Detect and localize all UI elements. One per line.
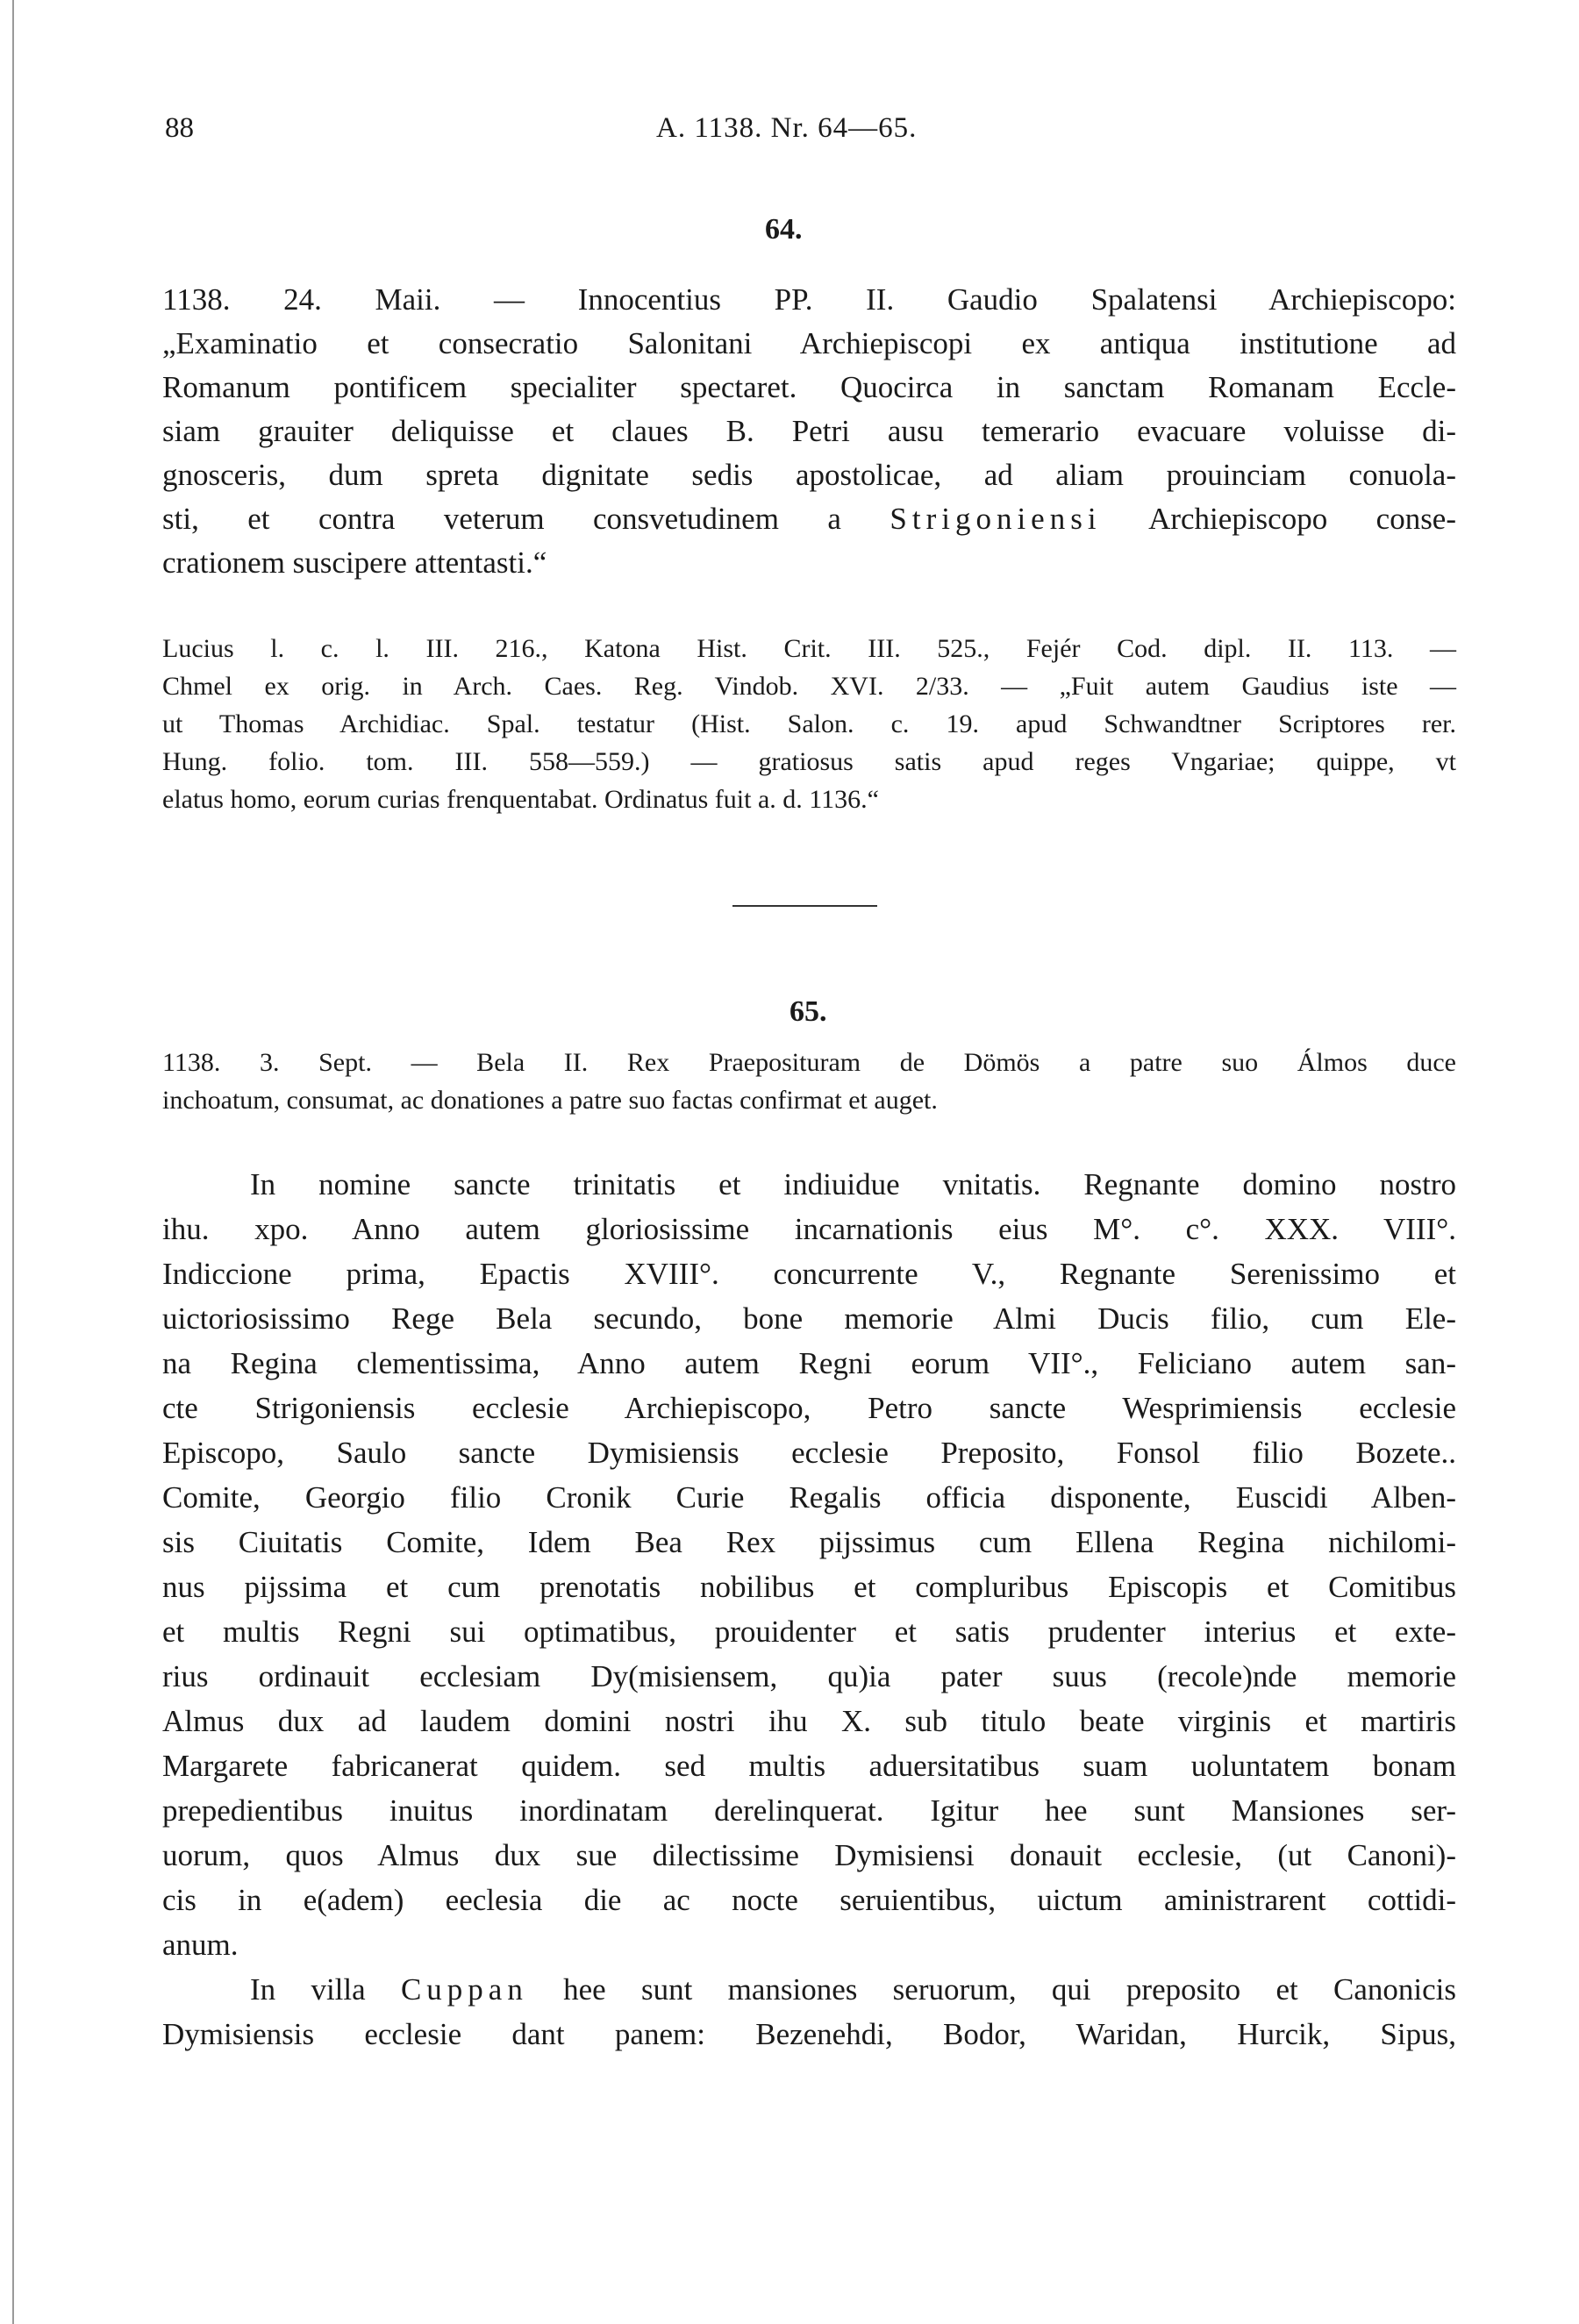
- charter-line: Indiccione prima, Epactis XVIII°. concurrente V., Regnante Serenissimo et: [162, 1257, 1456, 1291]
- charter-fragment: hee sunt mansiones seruorum, qui preposito et Canonicis: [563, 1972, 1457, 2007]
- doc-65-charter-text: [162, 1162, 1456, 2057]
- summary-line: „Examinatio et consecratio Salonitani Archiepiscopi ex antiqua institutione ad: [162, 326, 1456, 360]
- charter-line: Episcopo, Saulo sancte Dymisiensis ecclesie Preposito, Fonsol filio Bozete..: [162, 1436, 1456, 1470]
- note-line: Chmel ex orig. in Arch. Caes. Reg. Vindob. XVI. 2/33. — „Fuit autem Gaudius iste —: [162, 672, 1456, 701]
- summary-line: 1138. 24. Maii. — Innocentius PP. II. Gaudio Spalatensi Archiepiscopo:: [162, 282, 1456, 317]
- charter-line: et multis Regni sui optimatibus, prouidenter et satis prudenter interius et exte-: [162, 1615, 1456, 1649]
- charter-line: [162, 1967, 1456, 2012]
- charter-line: Margarete fabricanerat quidem. sed multis aduersitatibus suam uoluntatem bonam: [162, 1749, 1456, 1783]
- note-line: ut Thomas Archidiac. Spal. testatur (Hist. Salon. c. 19. apud Schwandtner Scriptores rer.: [162, 709, 1456, 738]
- charter-line: Almus dux ad laudem domini nostri ihu X. sub titulo beate virginis et martiris: [162, 1704, 1456, 1738]
- charter-line: Dymisiensis ecclesie dant panem: Bezenehdi, Bodor, Waridan, Hurcik, Sipus,: [162, 2017, 1456, 2051]
- doc-65-summary: [162, 1044, 1456, 1119]
- doc-64-notes: [162, 630, 1456, 818]
- charter-line: rius ordinauit ecclesiam Dy(misiensem, qu)ia pater suus (recole)nde memorie: [162, 1659, 1456, 1693]
- charter-line: anum.: [162, 1928, 239, 1962]
- charter-line: nus pijssima et cum prenotatis nobilibus et compluribus Episcopis et Comitibus: [162, 1570, 1456, 1604]
- spaced-name: Strigoniensi: [890, 502, 1102, 536]
- summary-line: Romanum pontificem specialiter spectaret. Quocirca in sanctam Romanam Eccle-: [162, 370, 1456, 404]
- charter-line: uorum, quos Almus dux sue dilectissime Dymisiensi donauit ecclesie, (ut Canoni)-: [162, 1838, 1456, 1872]
- charter-line: ihu. xpo. Anno autem gloriosissime incarnationis eius M°. c°. XXX. VIII°.: [162, 1212, 1456, 1246]
- charter-line: In nomine sancte trinitatis et indiuidue vnitatis. Regnante domino nostro: [250, 1167, 1456, 1201]
- charter-line: prepedientibus inuitus inordinatam derelinquerat. Igitur hee sunt Mansiones ser-: [162, 1793, 1456, 1828]
- doc-64-number: 64.: [765, 213, 803, 246]
- doc-65-number: 65.: [790, 995, 827, 1028]
- charter-line: cis in e(adem) eeclesia die ac nocte seruientibus, uictum aministrarent cottidi-: [162, 1883, 1456, 1917]
- summary-line: siam grauiter deliquisse et claues B. Petri ausu temerario evacuare voluisse di-: [162, 414, 1456, 448]
- charter-line: cte Strigoniensis ecclesie Archiepiscopo, Petro sancte Wesprimiensis ecclesie: [162, 1391, 1456, 1425]
- summary-fragment: Archiepiscopo conse-: [1148, 502, 1456, 536]
- charter-fragment: In villa: [250, 1972, 366, 2007]
- spaced-name: Cuppan: [400, 1972, 528, 2007]
- summary-line: inchoatum, consumat, ac donationes a patre suo factas confirmat et auget.: [162, 1086, 938, 1115]
- summary-line: 1138. 3. Sept. — Bela II. Rex Praeposituram de Dömös a patre suo Álmos duce: [162, 1048, 1456, 1077]
- note-line: Hung. folio. tom. III. 558—559.) — gratiosus satis apud reges Vngariae; quippe, vt: [162, 747, 1456, 776]
- section-separator: [732, 905, 877, 907]
- summary-line: gnosceris, dum spreta dignitate sedis apostolicae, ad aliam prouinciam conuola-: [162, 458, 1456, 492]
- charter-line: Comite, Georgio filio Cronik Curie Regalis officia disponente, Euscidi Alben-: [162, 1480, 1456, 1515]
- page-number: 88: [165, 112, 194, 144]
- doc-64-summary: [162, 278, 1456, 585]
- charter-line: sis Ciuitatis Comite, Idem Bea Rex pijssimus cum Ellena Regina nichilomi-: [162, 1525, 1456, 1559]
- scan-edge: [12, 0, 14, 2324]
- charter-line: uictoriosissimo Rege Bela secundo, bone memorie Almi Ducis filio, cum Ele-: [162, 1301, 1456, 1336]
- note-line: elatus homo, eorum curias frenquentabat. Ordinatus fuit a. d. 1136.“: [162, 785, 879, 814]
- summary-fragment: sti, et contra veterum consvetudinem a: [162, 502, 841, 536]
- note-line: Lucius l. c. l. III. 216., Katona Hist. Crit. III. 525., Fejér Cod. dipl. II. 113. —: [162, 634, 1456, 663]
- summary-line: [162, 497, 1456, 541]
- charter-line: na Regina clementissima, Anno autem Regni eorum VII°., Feliciano autem san-: [162, 1346, 1456, 1380]
- summary-line: crationem suscipere attentasti.“: [162, 545, 547, 580]
- running-title: A. 1138. Nr. 64—65.: [656, 112, 918, 144]
